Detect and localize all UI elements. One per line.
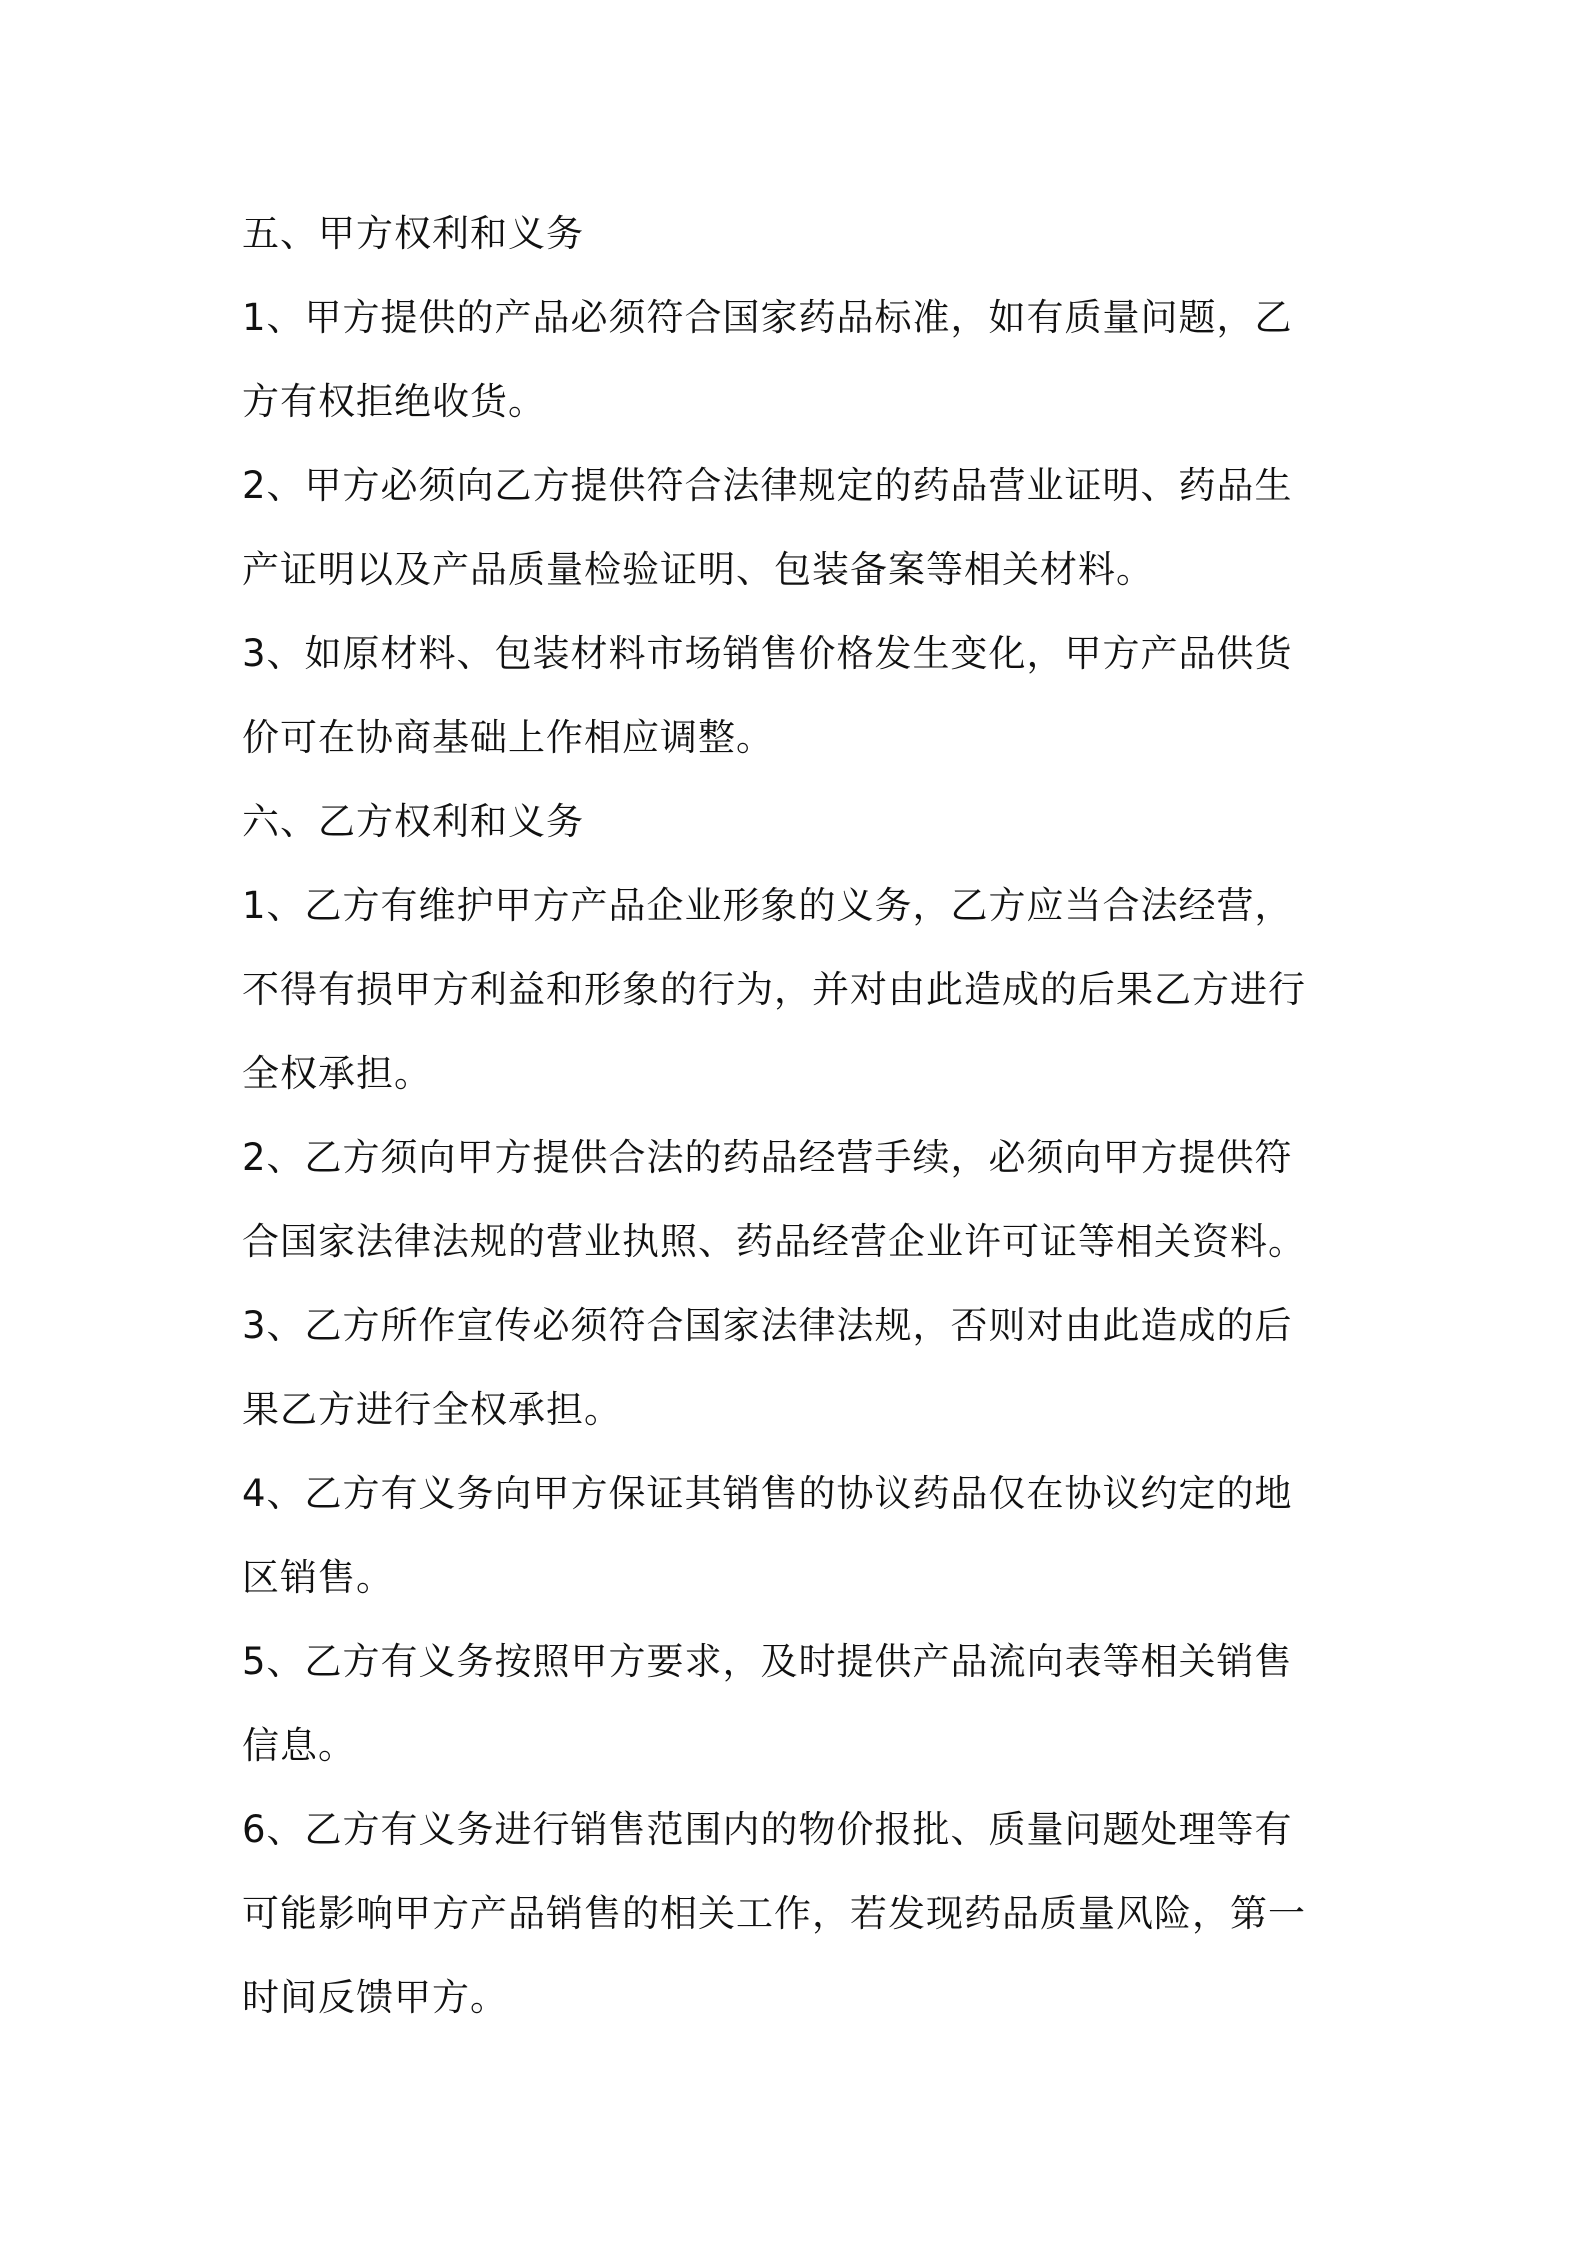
section-heading-party-b: [242, 780, 1362, 864]
text-line: 不得有损甲方利益和形象的行为，并对由此造成的后果乙方进行: [242, 968, 1306, 1011]
text-line: 3、乙方所作宣传必须符合国家法律法规，否则对由此造成的后: [242, 1304, 1293, 1347]
clause-b-2: [242, 1116, 1362, 1284]
clause-b-6: [242, 1788, 1362, 2040]
text-line: 方有权拒绝收货。: [242, 380, 546, 423]
text-line: 3、如原材料、包装材料市场销售价格发生变化，甲方产品供货: [242, 632, 1293, 675]
text-line: 合国家法律法规的营业执照、药品经营企业许可证等相关资料。: [242, 1220, 1306, 1263]
text-line: 4、乙方有义务向甲方保证其销售的协议药品仅在协议约定的地: [242, 1472, 1293, 1515]
clause-b-3: [242, 1284, 1362, 1452]
clause-a-1: [242, 276, 1362, 444]
clause-a-2: [242, 444, 1362, 612]
text-line: 全权承担。: [242, 1052, 432, 1095]
clause-b-4: [242, 1452, 1362, 1620]
text-line: 区销售。: [242, 1556, 394, 1599]
text-line: 信息。: [242, 1724, 356, 1767]
text-line: 2、甲方必须向乙方提供符合法律规定的药品营业证明、药品生: [242, 464, 1293, 507]
section-heading-party-a: [242, 192, 1362, 276]
clause-a-3: [242, 612, 1362, 780]
text-line: 1、甲方提供的产品必须符合国家药品标准，如有质量问题，乙: [242, 296, 1293, 339]
text-line: 5、乙方有义务按照甲方要求，及时提供产品流向表等相关销售: [242, 1640, 1293, 1683]
text-line: 6、乙方有义务进行销售范围内的物价报批、质量问题处理等有: [242, 1808, 1293, 1851]
text-line: 五、甲方权利和义务: [242, 212, 584, 255]
text-line: 可能影响甲方产品销售的相关工作，若发现药品质量风险，第一: [242, 1892, 1306, 1935]
document-page: [242, 192, 1362, 2040]
text-line: 价可在协商基础上作相应调整。: [242, 716, 774, 759]
text-line: 1、乙方有维护甲方产品企业形象的义务，乙方应当合法经营，: [242, 884, 1293, 927]
clause-b-5: [242, 1620, 1362, 1788]
text-line: 2、乙方须向甲方提供合法的药品经营手续，必须向甲方提供符: [242, 1136, 1293, 1179]
text-line: 六、乙方权利和义务: [242, 800, 584, 843]
text-line: 时间反馈甲方。: [242, 1976, 508, 2019]
text-line: 产证明以及产品质量检验证明、包装备案等相关材料。: [242, 548, 1154, 591]
text-line: 果乙方进行全权承担。: [242, 1388, 622, 1431]
clause-b-1: [242, 864, 1362, 1116]
